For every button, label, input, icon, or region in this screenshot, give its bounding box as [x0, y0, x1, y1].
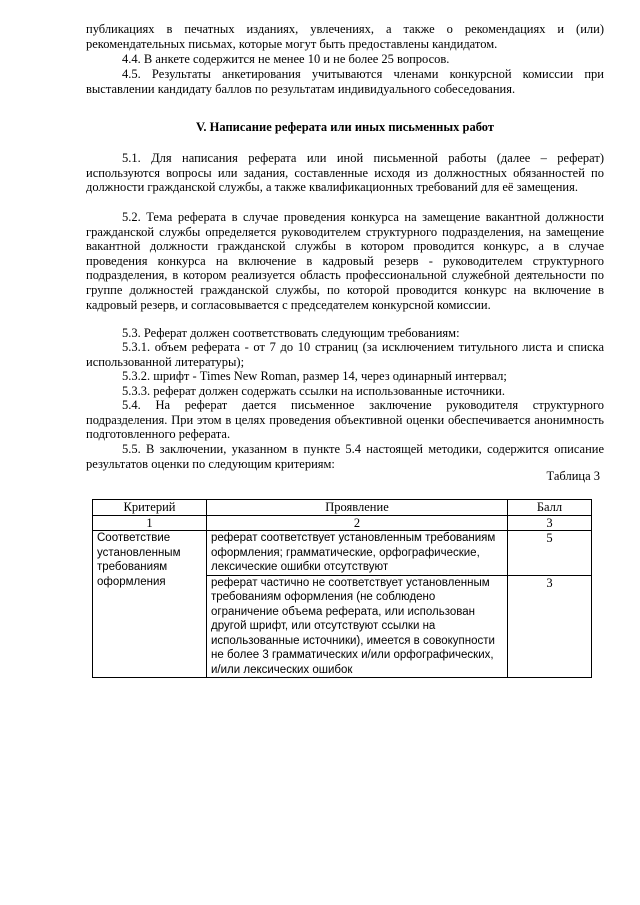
paragraph-5-4: 5.4. На реферат дается письменное заключение руководителя структурного подразделения. При этом в целях проведения объективной оценки обеспечивается анонимность подготовленного реферата. — [86, 398, 604, 442]
paragraph-5-3-1: 5.3.1. объем реферата - от 7 до 10 страниц (за исключением титульного листа и списка использованной литературы); — [86, 340, 604, 369]
manifestation-cell: реферат частично не соответствует установленным требованиям оформления (не соблюдено ограничение объема реферата, или использован другой шрифт, или отсутствуют ссылки на использованные источники), имеется в совокупности не более 3 грамматических и/или орфографических, и/или лексических ошибок — [207, 575, 508, 678]
paragraph-4-3-continuation: публикациях в печатных изданиях, увлечениях, а также о рекомендациях и (или) рекомендательных письмах, которые могут быть предоставлены кандидатом. — [86, 22, 604, 51]
criterion-cell: Соответствие установленным требованиям оформления — [93, 531, 207, 678]
paragraph-5-3: 5.3. Реферат должен соответствовать следующим требованиям: — [122, 326, 460, 340]
criteria-table — [92, 499, 592, 678]
manifestation-cell: реферат соответствует установленным требованиям оформления; грамматические, орфографические, лексические ошибки отсутствуют — [207, 531, 508, 576]
header-score: Балл — [508, 500, 592, 516]
table-caption: Таблица 3 — [546, 469, 600, 483]
paragraph-4-5: 4.5. Результаты анкетирования учитываются членами конкурсной комиссии при выставлении кандидату баллов по результатам индивидуального собеседования. — [86, 67, 604, 96]
paragraph-5-2: 5.2. Тема реферата в случае проведения конкурса на замещение вакантной должности гражданской службы определяется руководителем структурного подразделения, на замещение вакантной должности гражданской службы в котором проводится конкурс, а в случае проведения конкурса на включение в кадровый резерв - руководителем структурного подразделения, в котором реализуется область профессиональной служебной деятельности по группе должностей гражданской службы, по которой проводится конкурс на включение в кадровый резерв, и согласовывается с председателем конкурсной комиссии. — [86, 210, 604, 312]
score-cell: 3 — [508, 575, 592, 678]
column-number: 3 — [508, 515, 592, 531]
paragraph-5-3-2: 5.3.2. шрифт - Times New Roman, размер 14, через одинарный интервал; — [122, 369, 507, 383]
column-number: 2 — [207, 515, 508, 531]
table-row — [93, 531, 592, 576]
paragraph-5-3-3: 5.3.3. реферат должен содержать ссылки на использованные источники. — [122, 384, 505, 398]
header-criterion: Критерий — [93, 500, 207, 516]
header-manifestation: Проявление — [207, 500, 508, 516]
section-heading: V. Написание реферата или иных письменных работ — [195, 120, 495, 134]
table-header-row — [93, 500, 592, 516]
column-number: 1 — [93, 515, 207, 531]
score-cell: 5 — [508, 531, 592, 576]
paragraph-5-1: 5.1. Для написания реферата или иной письменной работы (далее – реферат) используются вопросы или задания, составленные исходя из должностных обязанностей по должности гражданской службы, а также квалификационных требований для её замещения. — [86, 151, 604, 195]
paragraph-5-5: 5.5. В заключении, указанном в пункте 5.4 настоящей методики, содержится описание результатов оценки по следующим критериям: — [86, 442, 604, 471]
paragraph-4-4: 4.4. В анкете содержится не менее 10 и не более 25 вопросов. — [122, 52, 450, 66]
table-numbering-row — [93, 515, 592, 531]
